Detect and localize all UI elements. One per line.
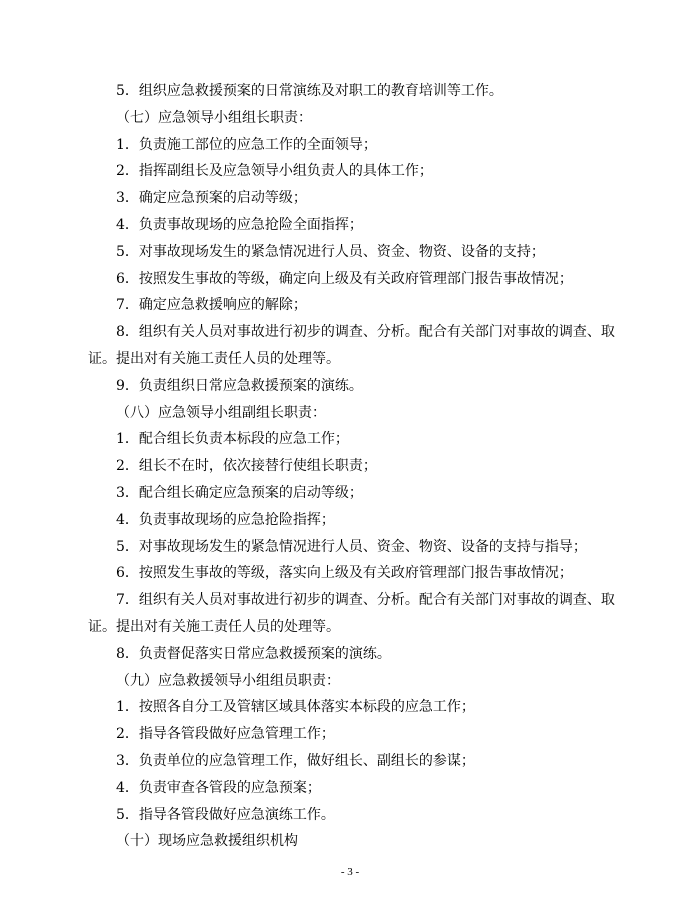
paragraph-5: 3．确定应急预案的启动等级； <box>116 190 307 207</box>
section-heading-9: （九）应急救援领导小组组员职责： <box>116 672 340 689</box>
paragraph-23: 2．指导各管段做好应急管理工作； <box>116 726 335 743</box>
paragraph-15: 3．配合组长确定应急预案的启动等级； <box>116 484 363 501</box>
paragraph-9: 7．确定应急救援响应的解除； <box>116 297 307 314</box>
paragraph-19: 7．组织有关人员对事故进行初步的调查、分析。配合有关部门对事故的调查、取证。提出对有关施工责任人员的处理等。 <box>88 592 615 635</box>
paragraph-4: 2．指挥副组长及应急领导小组负责人的具体工作； <box>116 163 433 180</box>
section-heading-7: （七）应急领导小组组长职责： <box>116 109 312 126</box>
paragraph-18: 6．按照发生事故的等级，落实向上级及有关政府管理部门报告事故情况； <box>116 565 573 582</box>
paragraph-13: 1．配合组长负责本标段的应急工作； <box>116 431 349 448</box>
paragraph-7: 5．对事故现场发生的紧急情况进行人员、资金、物资、设备的支持； <box>116 243 545 260</box>
paragraph-20: 8．负责督促落实日常应急救援预案的演练。 <box>116 645 391 662</box>
paragraph-10: 8．组织有关人员对事故进行初步的调查、分析。配合有关部门对事故的调查、取证。提出对有关施工责任人员的处理等。 <box>88 324 615 367</box>
paragraph-14: 2．组长不在时，依次接替行使组长职责； <box>116 458 377 475</box>
section-heading-8: （八）应急领导小组副组长职责： <box>116 404 326 421</box>
paragraph-1: 5．组织应急救援预案的日常演练及对职工的教育培训等工作。 <box>116 83 503 99</box>
paragraph-8: 6．按照发生事故的等级，确定向上级及有关政府管理部门报告事故情况； <box>116 270 573 287</box>
section-heading-10: （十）现场应急救援组织机构 <box>116 833 298 850</box>
page-number: - 3 - <box>340 866 360 878</box>
paragraph-16: 4．负责事故现场的应急抢险指挥； <box>116 511 335 528</box>
paragraph-22: 1．按照各自分工及管辖区域具体落实本标段的应急工作； <box>116 699 475 716</box>
paragraph-6: 4．负责事故现场的应急抢险全面指挥； <box>116 216 363 233</box>
paragraph-26: 5．指导各管段做好应急演练工作。 <box>116 806 335 823</box>
paragraph-3: 1．负责施工部位的应急工作的全面领导； <box>116 136 377 153</box>
document-body <box>88 78 618 855</box>
paragraph-11: 9．负责组织日常应急救援预案的演练。 <box>116 377 363 394</box>
paragraph-24: 3．负责单位的应急管理工作，做好组长、副组长的参谋； <box>116 752 475 769</box>
paragraph-25: 4．负责审查各管段的应急预案； <box>116 779 321 796</box>
paragraph-17: 5．对事故现场发生的紧急情况进行人员、资金、物资、设备的支持与指导； <box>116 538 587 555</box>
